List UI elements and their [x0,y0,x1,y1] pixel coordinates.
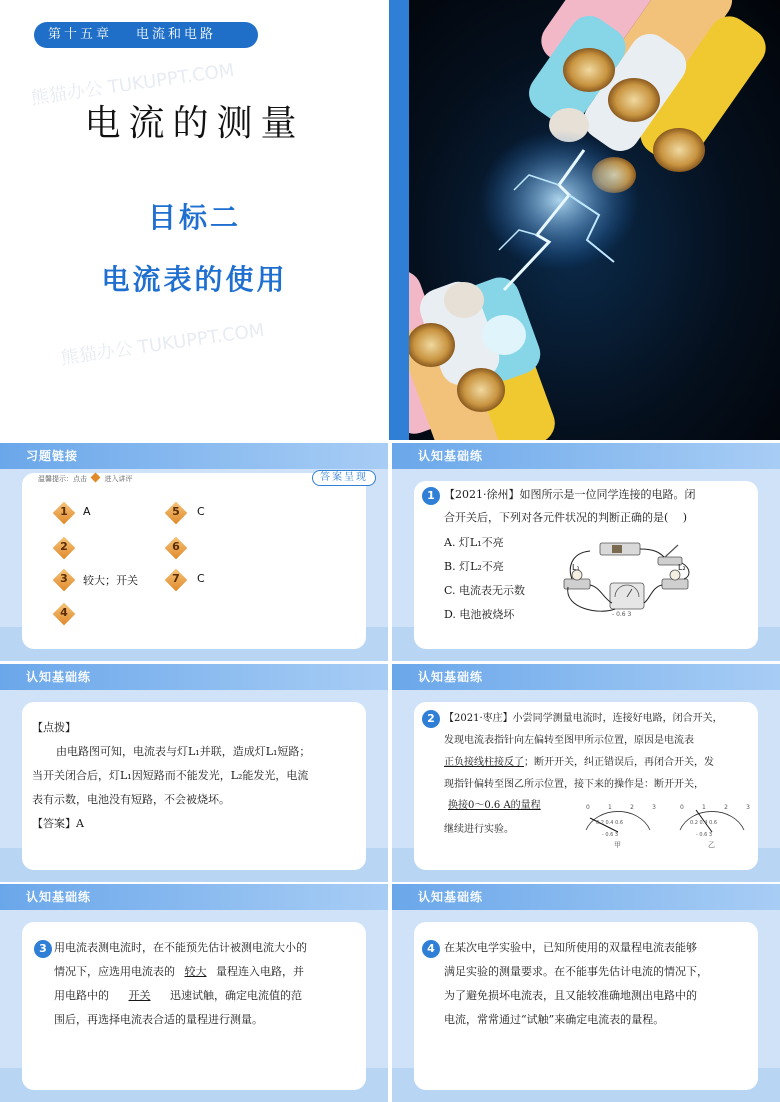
hint-line1: 由电路图可知，电流表与灯L₁并联，造成灯L₁短路； [56,745,311,758]
slide-header-title: 认知基础练 [418,449,484,463]
ammeter-scale: - 0.6 3 [696,832,713,838]
chapter-number: 第十五章 [48,27,113,42]
q3-line4: 围后，再选择电流表合适的量程进行测量。 [54,1013,263,1026]
option-b[interactable]: B. 灯L₂不亮 [444,560,504,573]
tick-label: 2 [630,804,634,811]
q3-line1: 用电流表测电流时，在不能预先估计被测电流大小的 [54,941,307,954]
q4-line2: 满足实验的测量要求。在不能事先估计电流的情况下， [444,965,708,978]
item-number: 2 [60,540,68,553]
slide-question-2 [392,664,780,882]
q3-line3a: 用电路中的 [54,989,109,1002]
answer-tag: 【答案】A [32,817,84,830]
q2-line5: 继续进行实验。 [444,824,514,835]
tick-label: 2 [724,804,728,811]
slide-question-3 [0,884,388,1102]
q2-line3 [444,751,714,774]
hint-action: 进入讲评 [104,475,133,483]
item-answer: A [83,505,91,518]
slide-header-title: 习题链接 [26,449,79,463]
tick-label: 1 [702,804,706,811]
q2-line2: 发现电流表指针向左偏转至图甲所示位置，原因是电流表 [444,735,694,746]
item-number: 3 [60,572,68,585]
lamp-l2-label: L₂ [678,563,686,572]
item-answer: 较大；开关 [83,574,138,587]
cover-divider [389,0,409,440]
item-answer: C [197,572,205,585]
cover-slide [0,0,780,440]
q3-line3 [54,984,302,1007]
ammeter-subticks: 0.2 0.4 0.6 [690,820,718,826]
question-stem-line1: 【2021·徐州】如图所示是一位同学连接的电路。闭 [444,488,696,501]
ammeter-ticks [586,804,656,811]
item-number: 6 [172,540,180,553]
ammeter-ticks [680,804,750,811]
item-number: 5 [172,505,180,518]
option-c[interactable]: C. 电流表无示数 [444,584,526,597]
slide-answer-list [0,443,388,661]
cables-spark-illustration [409,0,780,440]
slide-header-title: 认知基础练 [418,670,484,684]
q2-line3-rest: ；断开开关，纠正错误后，再闭合开关，发 [524,757,714,768]
q4-line3: 为了避免损坏电流表，且又能较准确地测出电路中的 [444,989,697,1002]
slide-card [22,473,366,649]
option-d[interactable]: D. 电池被烧坏 [444,608,515,621]
tick-label: 1 [608,804,612,811]
item-answer: C [197,505,205,518]
item-number: 7 [172,572,180,585]
q3-line2b: 量程连入电路，并 [216,965,304,978]
q2-line1: 【2021·枣庄】小尝同学测量电流时，连接好电路，闭合开关， [444,713,723,724]
q3-line2 [54,960,304,983]
ammeter-subticks: 0.2 0.4 0.6 [596,820,624,826]
hint-label: 温馨提示：点击 [38,475,87,483]
q4-line4: 电流，常常通过“试触”来确定电流表的量程。 [444,1013,665,1026]
item-number: 4 [60,606,68,619]
q3-line2a: 情况下，应选用电流表的 [54,965,175,978]
hint-tag: 【点拨】 [32,721,76,734]
meter-label-yi: 乙 [708,841,715,849]
watermark: 熊猫办公 TUKUPPT.COM [29,59,236,110]
cover-subtitle: 电流表的使用 [101,263,288,296]
chapter-pill [34,22,258,48]
question-stem-line2: 合开关后，下列对各元件状况的判断正确的是( ) [444,511,688,524]
watermark: 熊猫办公 TUKUPPT.COM [59,319,266,370]
diamond-icon [91,473,101,483]
slide-header-title: 认知基础练 [26,670,92,684]
tick-label: 0 [680,804,684,811]
meter-label-jia: 甲 [614,841,621,849]
item-number: 1 [60,505,68,518]
ammeter-jia [578,798,658,850]
circuit-figure [560,539,695,627]
question-number: 1 [422,487,440,505]
q2-blank2: 换接0～0.6 A的量程 [448,800,541,811]
hint-text [38,474,132,484]
option-a[interactable]: A. 灯L₁不亮 [444,536,504,549]
q2-line4: 现指针偏转至图乙所示位置，接下来的操作是：断开开关， [444,779,704,790]
slide-question-1 [392,443,780,661]
cover-target: 目标二 [147,201,241,234]
tick-label: 0 [586,804,590,811]
q3-blank2: 开关 [128,989,151,1002]
slide-header-title: 认知基础练 [418,890,484,904]
q2-blank1: 正负接线柱接反了 [444,757,524,768]
slide-question-4 [392,884,780,1102]
lamp-l1-label: L₁ [572,563,580,572]
slide-hint [0,664,388,882]
question-number: 4 [422,940,440,958]
slide-header-title: 认知基础练 [26,890,92,904]
show-answers-button[interactable]: 答案呈现 [312,470,376,486]
cables-spark-photo [409,0,780,440]
question-number: 3 [34,940,52,958]
chapter-topic: 电流和电路 [136,27,217,42]
ammeter-scale-label: - 0.6 3 [612,611,632,618]
question-number: 2 [422,710,440,728]
tick-label: 3 [652,804,656,811]
q4-line1: 在某次电学实验中，已知所使用的双量程电流表能够 [444,941,697,954]
ammeter-scale: - 0.6 3 [602,832,619,838]
ammeter-yi [672,798,752,850]
tick-label: 3 [746,804,750,811]
hint-line2: 当开关闭合后，灯L₁因短路而不能发光，L₂能发光，电流 [32,769,309,782]
q3-line3b: 迅速试触，确定电流值的范 [170,989,302,1002]
hint-line3: 表有示数，电池没有短路，不会被烧坏。 [32,793,230,806]
q3-blank1: 较大 [184,965,207,978]
cover-title: 电流的测量 [84,103,305,144]
